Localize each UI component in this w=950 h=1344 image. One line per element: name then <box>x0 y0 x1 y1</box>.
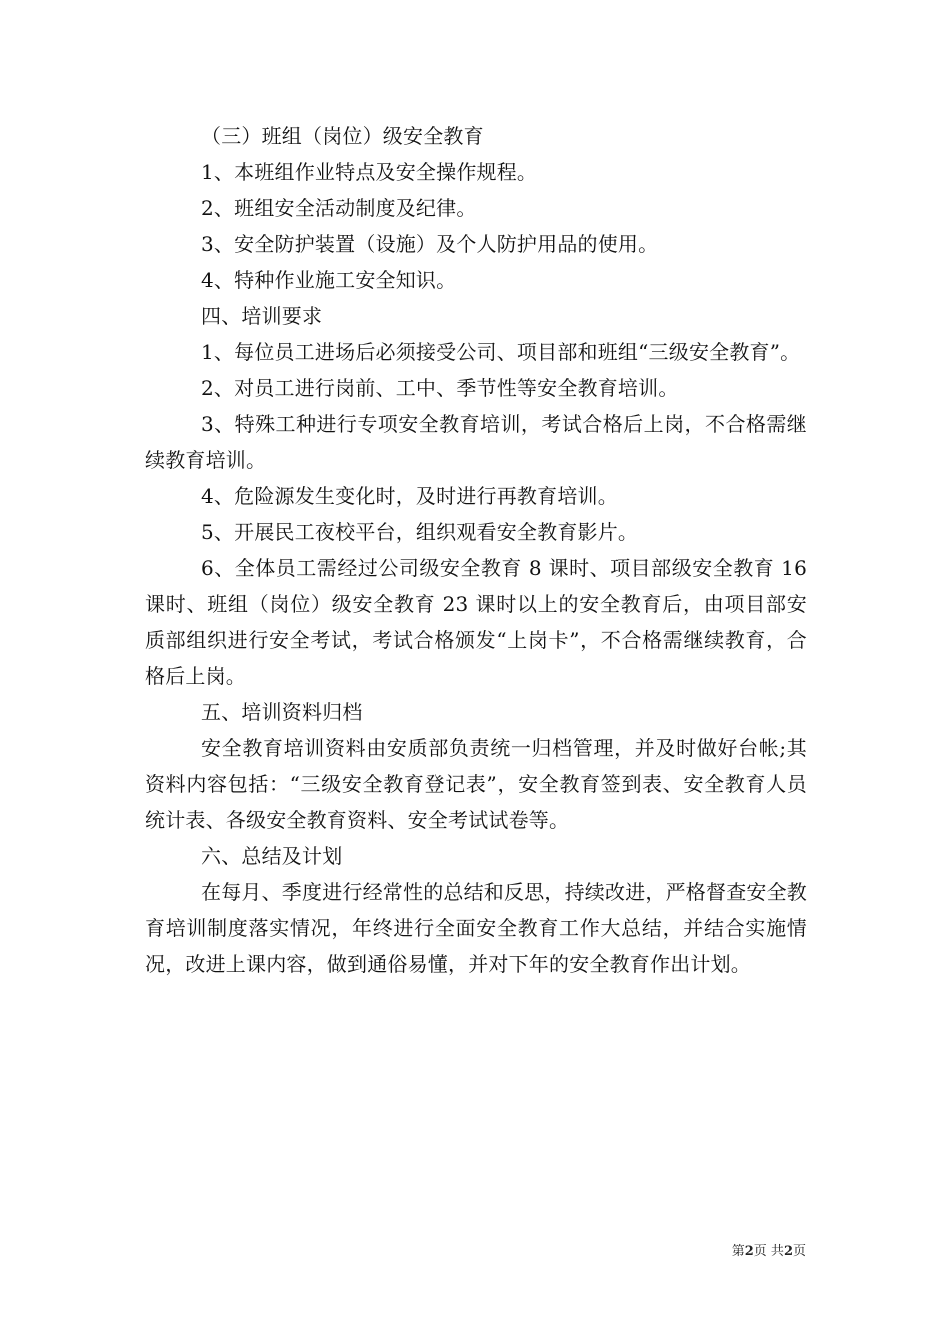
document-body <box>145 118 807 982</box>
list-item: 4、特种作业施工安全知识。 <box>201 268 457 292</box>
list-item: 2、对员工进行岗前、工中、季节性等安全教育培训。 <box>201 376 679 400</box>
body-paragraph: 安全教育培训资料由安质部负责统一归档管理，并及时做好台帐;其资料内容包括：“三级安全教育登记表”，安全教育签到表、安全教育人员统计表、各级安全教育资料、安全考试试卷等。 <box>145 736 807 832</box>
list-item: 3、特殊工种进行专项安全教育培训，考试合格后上岗，不合格需继续教育培训。 <box>145 412 807 472</box>
footer-suffix: 页 <box>792 1244 806 1259</box>
section-heading-training-archive: 五、培训资料归档 <box>201 700 363 724</box>
section-heading-summary-plan: 六、总结及计划 <box>201 844 343 868</box>
list-item: 4、危险源发生变化时，及时进行再教育培训。 <box>201 484 618 508</box>
list-item: 1、本班组作业特点及安全操作规程。 <box>201 160 538 184</box>
section-heading-team-level-education: （三）班组（岗位）级安全教育 <box>201 124 484 148</box>
footer-current-page: 2 <box>744 1244 754 1259</box>
section-heading-training-requirements: 四、培训要求 <box>201 304 323 328</box>
list-item: 5、开展民工夜校平台，组织观看安全教育影片。 <box>201 520 639 544</box>
list-item: 1、每位员工进场后必须接受公司、项目部和班组“三级安全教育”。 <box>201 340 801 364</box>
body-paragraph: 在每月、季度进行经常性的总结和反思，持续改进，严格督查安全教育培训制度落实情况，年终进行全面安全教育工作大总结，并结合实施情况，改进上课内容，做到通俗易懂，并对下年的安全教育作出计划。 <box>145 880 807 976</box>
list-item: 2、班组安全活动制度及纪律。 <box>201 196 477 220</box>
list-item: 3、安全防护装置（设施）及个人防护用品的使用。 <box>201 232 659 256</box>
footer-total-pages: 2 <box>783 1244 793 1259</box>
footer-prefix: 第 <box>731 1244 745 1259</box>
page-number-footer <box>732 1243 806 1261</box>
footer-middle: 页 共 <box>753 1244 784 1259</box>
list-item: 6、全体员工需经过公司级安全教育 8 课时、项目部级安全教育 16 课时、班组（岗位）级安全教育 23 课时以上的安全教育后，由项目部安质部组织进行安全考试，考试合格颁发“上岗卡”，不合格需继续教育，合格后上岗。 <box>145 556 807 688</box>
